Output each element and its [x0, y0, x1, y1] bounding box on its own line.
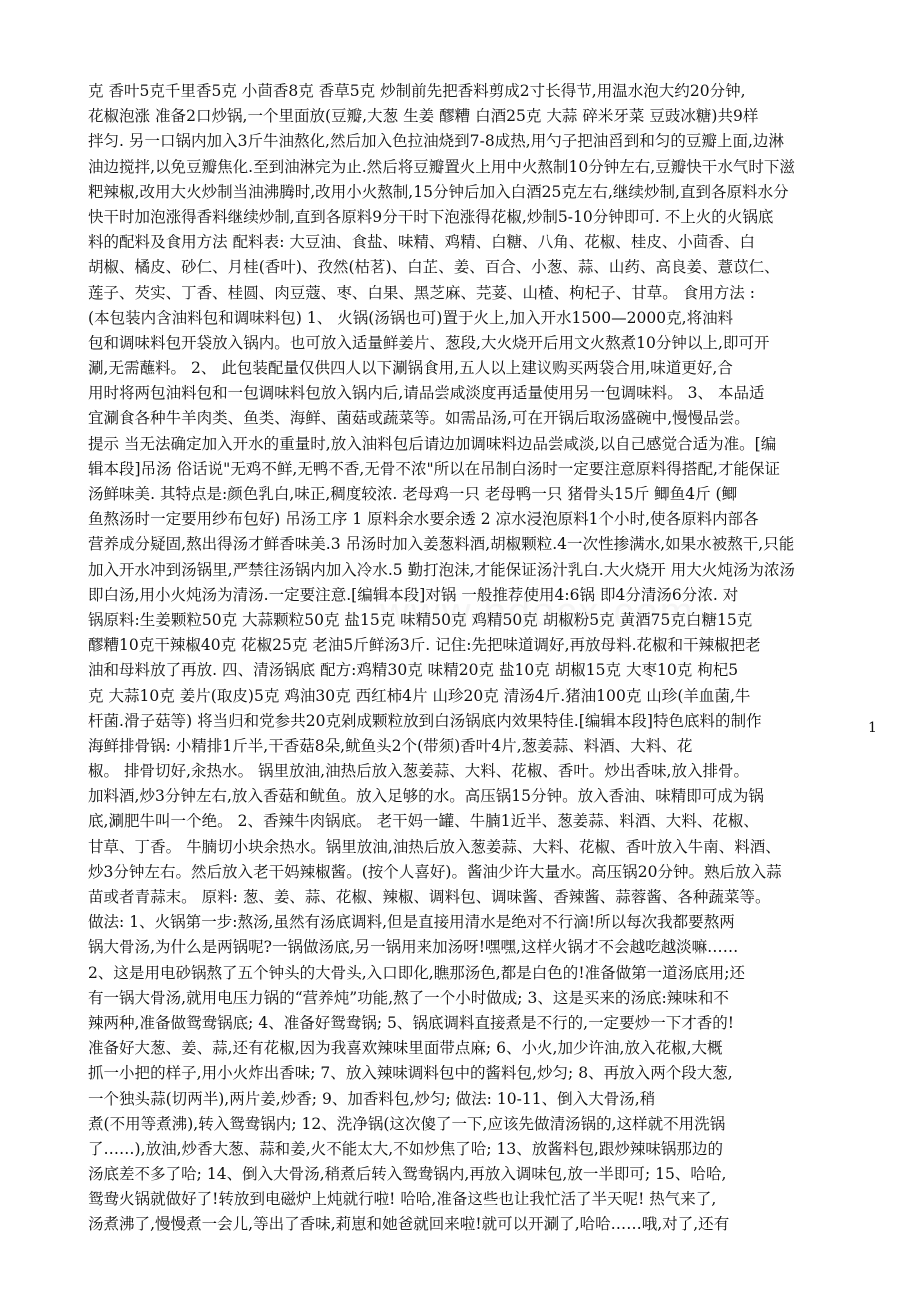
text-line: 有一锅大骨汤,就用电压力锅的“营养炖”功能,熬了一个小时做成; 3、这是买来的汤底:辣味和不	[88, 988, 729, 1007]
text-line: 油边搅拌,以免豆瓣焦化.至到油淋完为止.然后将豆瓣置火上用中火熬制10分钟左右,豆瓣快干水气时下滋	[88, 157, 795, 176]
text-line: 克 香叶5克千里香5克 小茴香8克 香草5克 炒制前先把香料剪成2寸长得节,用温水泡大约20分钟,	[88, 82, 746, 100]
text-line: 粑辣椒,改用大火炒制当油沸腾时,改用小火熬制,15分钟后加入白酒25克左右,继续炒制,直到各原料水分	[88, 182, 789, 201]
text-line: 抓一小把的样子,用小火炸出香味; 7、放入辣味调料包中的酱料包,炒匀; 8、再放入两个段大葱,	[88, 1064, 733, 1083]
text-line: 加料酒,炒3分钟左右,放入香菇和鱿鱼。放入足够的水。高压锅15分钟。放入香油、味精即可成为锅	[88, 787, 764, 806]
text-line: 快干时加泡涨得香料继续炒制,直到各原料9分干时下泡涨得花椒,炒制5-10分钟即可. 不上火的火锅底	[88, 207, 774, 226]
text-line: 甘草、丁香。 牛腩切小块余热水。锅里放油,油热后放入葱姜蒜、大料、花椒、香叶放入牛南、料酒、	[88, 837, 781, 856]
text-line: 炒3分钟左右。然后放入老干妈辣椒酱。(按个人喜好)。酱油少许大量水。高压锅20分钟。熟后放入蒜	[88, 862, 782, 881]
text-line: 包和调味料包开袋放入锅内。也可放入适量鲜姜片、葱段,大火烧开后用文火熬煮10分钟以上,即可开	[88, 333, 770, 352]
page-number: 1	[868, 720, 877, 736]
text-line: 椒。 排骨切好,汆热水。 锅里放油,油热后放入葱姜蒜、大料、花椒、香叶。炒出香味,放入排骨。	[88, 762, 750, 781]
text-line: 提示 当无法确定加入开水的重量时,放入油料包后请边加调味料边品尝咸淡,以自己感觉合适为准。[编	[88, 434, 777, 453]
text-line: 杆菌.滑子菇等) 将当归和党参共20克剁成颗粒放到白汤锅底内效果特佳.[编辑本段]特色底料的制作	[88, 711, 762, 730]
text-line: 2、这是用电砂锅熬了五个钟头的大骨头,入口即化,瞧那汤色,都是白色的!准备做第一道汤底用;还	[88, 963, 746, 982]
text-line: 做法: 1、火锅第一步:熬汤,虽然有汤底调料,但是直接用清水是绝对不行滴!所以每次我都要熬两	[88, 913, 735, 932]
text-line: 辣两种,准备做鸳鸯锅底; 4、准备好鸳鸯锅; 5、锅底调料直接煮是不行的,一定要炒一下才香的!	[88, 1013, 735, 1032]
text-line: 辑本段]吊汤 俗话说"无鸡不鲜,无鸭不香,无骨不浓"所以在吊制白汤时一定要注意原料得搭配,才能保证	[88, 459, 780, 478]
text-line: 胡椒、橘皮、砂仁、月桂(香叶)、孜然(枯茗)、白芷、姜、百合、小葱、蒜、山药、高良姜、薏苡仁、	[88, 258, 780, 277]
text-line: 了……),放油,炒香大葱、蒜和姜,火不能太大,不如炒焦了哈; 13、放酱料包,跟炒辣味锅那边的	[88, 1139, 723, 1158]
text-line: 涮,无需蘸料。 2、 此包装配量仅供四人以下涮锅食用,五人以上建议购买两袋合用,味道更好,合	[88, 359, 733, 378]
text-line: 花椒泡涨 准备2口炒锅,一个里面放(豆瓣,大葱 生姜 醪糟 白酒25克 大蒜 碎米牙菜 豆豉冰糖)共9样	[88, 107, 759, 126]
text-line: 海鲜排骨锅: 小精排1斤半,干香菇8朵,鱿鱼头2个(带须)香叶4片,葱姜蒜、料酒、大料、花	[88, 736, 693, 755]
text-line: 即白汤,用小火炖汤为清汤.一定要注意.[编辑本段]对锅 一般推荐使用4:6锅 即4分清汤6分浓. 对	[88, 585, 739, 604]
text-line: 煮(不用等煮沸),转入鸳鸯锅内; 12、洗净锅(这次傻了一下,应该先做清汤锅的,这样就不用洗锅	[88, 1114, 726, 1133]
text-line: 克 大蒜10克 姜片(取皮)5克 鸡油30克 西红柿4片 山珍20克 清汤4斤.猪油100克 山珍(羊血菌,牛	[88, 686, 751, 705]
text-line: 一个独头蒜(切两半),两片姜,炒香; 9、加香料包,炒匀; 做法: 10-11、倒入大骨汤,稍	[88, 1089, 656, 1108]
text-line: 鱼熬汤时一定要用纱布包好) 吊汤工序 1 原料余水要余透 2 凉水浸泡原料1个小时,使各原料内部各	[88, 510, 759, 529]
text-line: 加入开水冲到汤锅里,严禁往汤锅内加入冷水.5 勤打泡沫,才能保证汤汁乳白.大火烧开 用大火炖汤为浓汤	[88, 560, 795, 579]
text-line: 准备好大葱、姜、蒜,还有花椒,因为我喜欢辣味里面带点麻; 6、小火,加少许油,放入花椒,大概	[88, 1039, 723, 1058]
text-line: 锅大骨汤,为什么是两锅呢?一锅做汤底,另一锅用来加汤呀!嘿嘿,这样火锅才不会越吃越淡嘛……	[88, 938, 739, 957]
text-line: 锅原料:生姜颗粒50克 大蒜颗粒50克 盐15克 味精50克 鸡精50克 胡椒粉5克 黄酒75克白糖15克	[88, 610, 753, 629]
text-line: 拌匀. 另一口锅内加入3斤牛油熬化,然后加入色拉油烧到7-8成热,用勺子把油舀到和匀的豆瓣上面,边淋	[88, 132, 784, 151]
text-line: 汤鲜味美. 其特点是:颜色乳白,味正,稠度较浓. 老母鸡一只 老母鸭一只 猪骨头15斤 鲫鱼4斤 (鲫	[88, 485, 738, 503]
text-line: 用时将两包油料包和一包调味料包放入锅内后,请品尝咸淡度再适量使用另一包调味料。 3、 本品适	[88, 384, 765, 403]
text-line: 醪糟10克干辣椒40克 花椒25克 老油5斤鲜汤3斤. 记住:先把味道调好,再放母料.花椒和干辣椒把老	[88, 636, 761, 655]
text-line: 宜涮食各种牛羊肉类、鱼类、海鲜、菌菇或蔬菜等。如需品汤,可在开锅后取汤盛碗中,慢慢品尝。	[88, 409, 750, 428]
body-text	[88, 79, 838, 1279]
text-line: 油和母料放了再放. 四、清汤锅底 配方:鸡精30克 味精20克 盐10克 胡椒15克 大枣10克 枸杞5	[88, 661, 739, 680]
text-line: 料的配料及食用方法 配料表: 大豆油、食盐、味精、鸡精、白糖、八角、花椒、桂皮、小茴香、白	[88, 233, 755, 252]
text-line: 汤底差不多了哈; 14、倒入大骨汤,稍煮后转入鸳鸯锅内,再放入调味包,放一半即可; 15、哈哈,	[88, 1165, 727, 1184]
text-line: (本包装内含油料包和调味料包) 1、 火锅(汤锅也可)置于火上,加入开水1500—2000克,将油料	[88, 308, 734, 327]
text-line: 营养成分疑固,熬出得汤才鲜香味美.3 吊汤时加入姜葱料酒,胡椒颗粒.4一次性掺满水,如果水被熬干,只能	[88, 535, 795, 554]
text-line: 汤煮沸了,慢慢煮一会儿,等出了香味,莉崽和她爸就回来啦!就可以开涮了,哈哈……哦,对了,还有	[88, 1215, 730, 1234]
text-line: 鸳鸯火锅就做好了!转放到电磁炉上炖就行啦! 哈哈,准备这些也让我忙活了半天呢! 热气来了,	[88, 1190, 717, 1209]
text-line: 莲子、芡实、丁香、桂圆、肉豆蔻、枣、白果、黑芝麻、芫荽、山楂、枸杞子、甘草。 食用方法 :	[88, 283, 755, 302]
text-line: 底,涮肥牛叫一个绝。 2、香辣牛肉锅底。 老干妈一罐、牛腩1近半、葱姜蒜、料酒、大料、花椒、	[88, 812, 759, 831]
text-line: 苗或者青蒜末。 原料: 葱、姜、蒜、花椒、辣椒、调料包、调味酱、香辣酱、蒜蓉酱、各种蔬菜等。	[88, 888, 771, 906]
